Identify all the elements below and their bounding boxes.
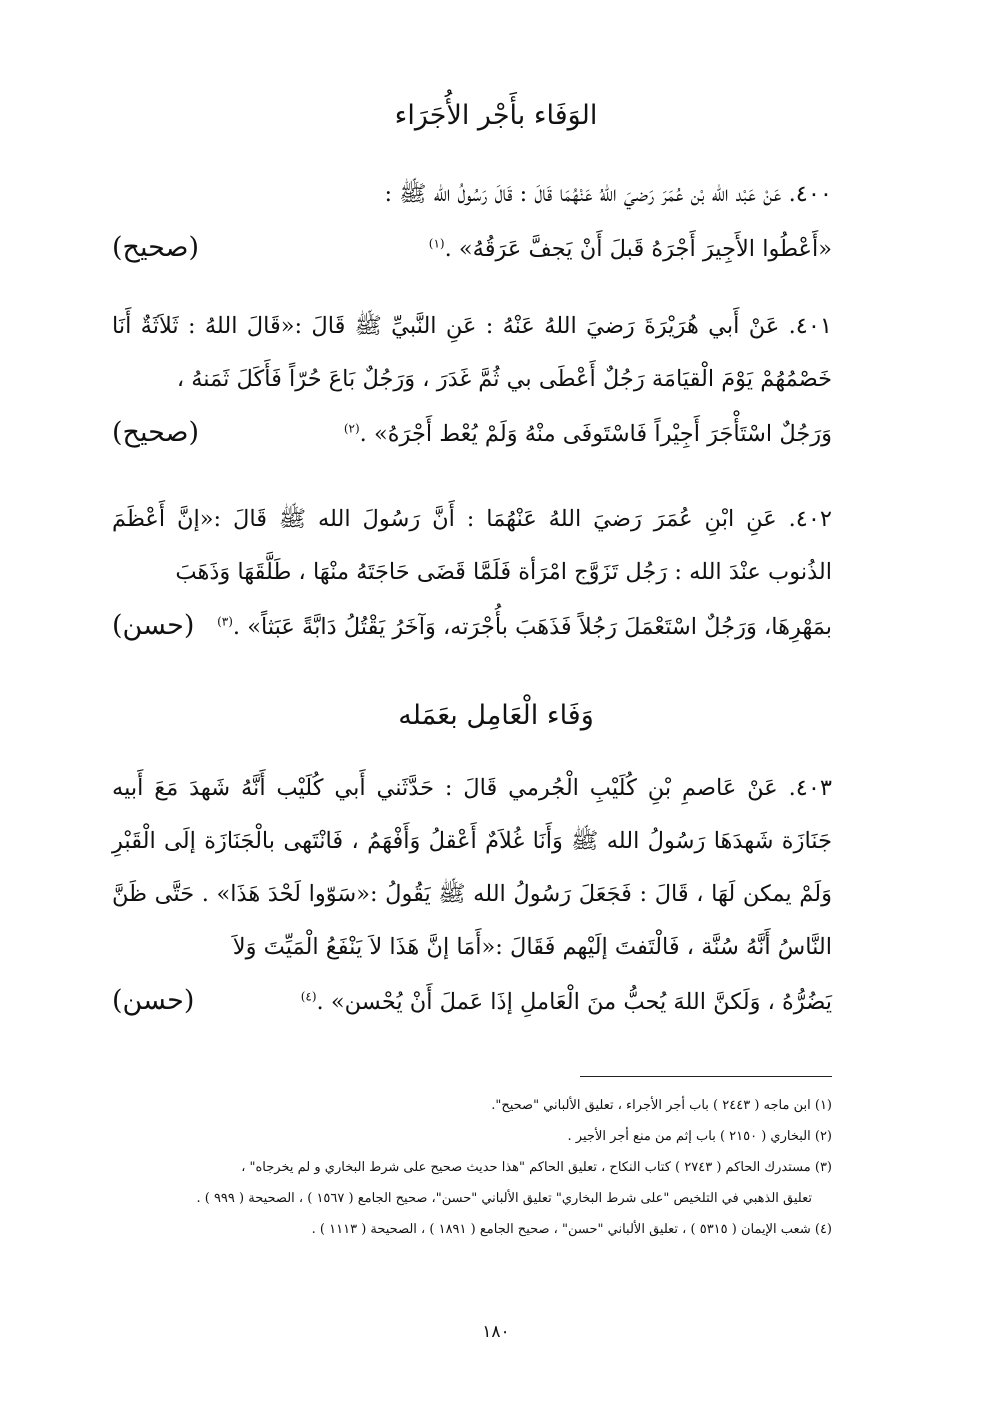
hadith-403 <box>112 762 832 1029</box>
hadith-text-end: «أَعْطُوا الأَجِيرَ أَجْرَهُ قَبلَ أَنْ يَجفَّ عَرَقُهُ» . <box>444 236 832 262</box>
grade-label: (صحيح) <box>112 232 199 263</box>
hadith-401 <box>112 300 832 461</box>
footnote-3-continued: تعليق الذهبي في التلخيص "على شرط البخاري" تعليق الألباني "حسن"، صحيح الجامع ( ١٥٦٧ ) ، الصحيحة ( ٩٩٩ ) . <box>196 1191 812 1206</box>
hadith-402 <box>112 493 832 654</box>
hadith-last-line <box>112 974 832 1029</box>
footnote-4: (٤) شعب الإيمان ( ٥٣١٥ ) ، تعليق الألباني "حسن" ، صحيح الجامع ( ١٨٩١ ) ، الصحيحة ( ١١١٣ ) . <box>311 1222 832 1237</box>
grade-label: (حسن) <box>112 985 195 1016</box>
hadith-number: ٤٠٣. <box>788 775 832 801</box>
hadith-text-end: وَرَجُلٌ اسْتَأْجَرَ أَجِيْراً فَاسْتَوفَى منْهُ وَلَمْ يُعْط أَجْرَهُ» . <box>359 421 832 447</box>
hadith-last-line <box>112 406 832 461</box>
section-heading-wages: الوَفَاء بأَجْر الأُجَرَاء <box>394 100 598 131</box>
footnote-ref[interactable]: (٣) <box>217 614 233 629</box>
hadith-number: ٤٠٠. <box>788 181 832 207</box>
footnote-ref[interactable]: (٤) <box>300 989 317 1004</box>
footnote-ref[interactable]: (٢) <box>343 421 360 436</box>
hadith-text: عَنْ عَبْد الله بْن عُمَرَ رَضيَ اللهُ عَنْهُمَا قَالَ : قَالَ رَسُولُ الله ﷺ : <box>384 181 782 207</box>
footnote-1: (١) ابن ماجه ( ٢٤٤٣ ) باب أجر الأجراء ، تعليق الألباني "صحيح". <box>491 1098 832 1113</box>
hadith-400 <box>112 168 832 276</box>
hadith-text-end: يَضُرُّهُ ، وَلَكنَّ اللهَ يُحبُّ منَ الْعَاملِ إذَا عَملَ أَنْ يُحْسن» . <box>316 989 832 1015</box>
footnote-2: (٢) البخاري ( ٢١٥٠ ) باب إثم من منع أجر الأجير . <box>567 1129 832 1144</box>
footnote-ref[interactable]: (١) <box>428 236 445 251</box>
hadith-last-line <box>112 221 832 276</box>
hadith-text: عَنْ عَاصمِ بْنِ كُلَيْبِ الْجُرمي قَالَ : حَدَّثَني أَبي كُلَيْب أَنَّهُ شَهدَ مَعَ أَبيه جَنَازَة شَهدَهَا رَسُولُ الله ﷺ وَأَنَا غُلاَمٌ أَعْقلُ وَأَفْهَمُ ، فَانْتَهى بالْجَنَازَة إلَى الْقَبْرِ وَلَمْ يمكن لَهَا ، قَالَ : فَجَعَلَ رَسُولُ الله ﷺ يَقُولُ :«سَوّوا لَحْدَ هَذَا» . حَتَّى ظَنَّ النَّاسُ أَنَّهُ سُنَّة ، فَالْتَفتَ إلَيْهم فَقَالَ :«أَمَا إنَّ هَذَا لاَ يَنْفَعُ الْمَيِّتَ وَلاَ <box>112 775 832 960</box>
hadith-number: ٤٠٢. <box>788 506 833 532</box>
hadith-text: عَنِ ابْنِ عُمَرَ رَضيَ اللهُ عَنْهُمَا : أَنَّ رَسُولَ الله ﷺ قَالَ :«إنَّ أَعْظَمَ الذُنوب عنْدَ الله : رَجُل تَزَوَّج امْرَأة فَلَمَّا قَضَى حَاجَتَهُ منْهَا ، طَلَّقَهَا وَذَهَبَ <box>112 506 832 585</box>
hadith-number: ٤٠١. <box>788 313 832 339</box>
grade-label: (صحيح) <box>112 417 199 448</box>
page-number: ١٨٠ <box>482 1322 510 1342</box>
section-heading-worker: وَفَاء الْعَامِل بعَمَله <box>398 700 594 731</box>
footnote-divider <box>580 1076 832 1077</box>
footnotes <box>112 1090 832 1245</box>
footnote-3: (٣) مستدرك الحاكم ( ٢٧٤٣ ) كتاب النكاح ، تعليق الحاكم "هذا حديث صحيح على شرط البخاري و لم يخرجاه" ، <box>241 1160 832 1175</box>
hadith-text: عَنْ أَبي هُرَيْرَةَ رَضيَ اللهُ عَنْهُ : عَنِ النَّبيِّ ﷺ قَالَ :«قَالَ اللهُ : ثَلاَثَةٌ أَنَا خَصْمُهُمْ يَوْمَ الْقيَامَة رَجُلٌ أَعْطَى بي ثُمَّ غَدَرَ ، وَرَجُلٌ بَاعَ حُرّاً فَأَكَلَ ثَمَنهُ ، <box>112 313 832 392</box>
hadith-text-end: بمَهْرِهَا، وَرَجُلٌ اسْتَعْمَلَ رَجُلاً فَذَهَبَ بأُجْرَته، وَآخَرُ يَقْتُلُ دَابَّةً عَبَثاً» . <box>232 614 832 640</box>
hadith-last-line <box>112 599 832 654</box>
grade-label: (حسن) <box>112 610 195 641</box>
